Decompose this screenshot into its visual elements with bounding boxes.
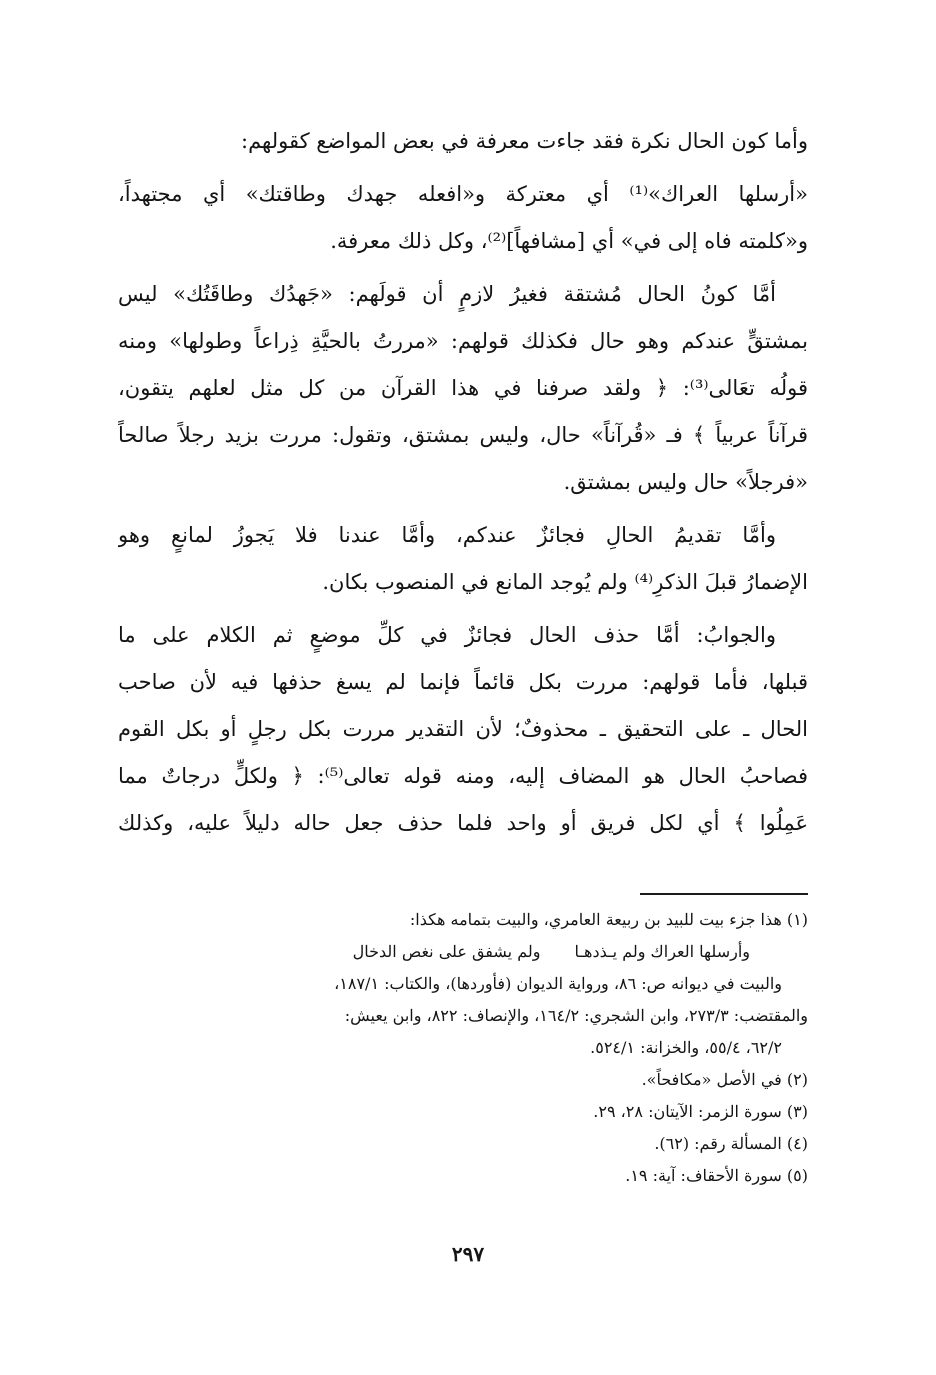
text-line: فصاحبُ الحال هو المضاف إليه، ومنه قوله تعالى⁽⁵⁾: ﴿ ولكلٍّ درجاتٌ مما bbox=[118, 764, 808, 788]
text-line: وأمَّا تقديمُ الحالِ فجائزٌ عندكم، وأمَّا عندنا فلا يَجوزُ لمانعٍ وهو bbox=[118, 523, 776, 547]
footnote-1-cont: والبيت في ديوانه ص: ٨٦، ورواية الديوان (فأوردها)، والكتاب: ١٨٧/١، bbox=[334, 974, 782, 993]
footnote-1-cont: والمقتضب: ٢٧٣/٣، وابن الشجري: ١٦٤/٢، والإنصاف: ٨٢٢، وابن يعيش: bbox=[344, 1006, 808, 1025]
footnote-separator bbox=[640, 893, 808, 895]
paragraph-2 bbox=[118, 171, 808, 265]
footnote-1-cont: ٦٢/٢، ٥٥/٤، والخزانة: ٥٢٤/١. bbox=[590, 1038, 782, 1057]
paragraph-1 bbox=[118, 118, 808, 165]
text-line: «أرسلها العراك»⁽¹⁾ أي معتركة و«افعله جهدك وطاقتك» أي مجتهداً، bbox=[118, 182, 808, 206]
text-line: بمشتقٍّ عندكم وهو حال فكذلك قولهم: «مررتُ بالحيَّةِ ذِراعاً وطولها» ومنه bbox=[118, 329, 808, 353]
main-text bbox=[118, 118, 808, 853]
text-line: أمَّا كونُ الحال مُشتقة فغيرُ لازمٍ أن قولَهم: «جَهدُك وطاقَتُك» ليس bbox=[118, 282, 776, 306]
footnotes bbox=[118, 904, 808, 1192]
text-line: عَمِلُوا ﴾ أي لكل فريق أو واحد فلما حذف جعل حاله دليلاً عليه، وكذلك bbox=[118, 811, 808, 835]
footnote-5: (٥) سورة الأحقاف: آية: ١٩. bbox=[625, 1166, 808, 1185]
text-line: وأما كون الحال نكرة فقد جاءت معرفة في بعض المواضع كقولهم: bbox=[241, 129, 808, 153]
text-line: الإضمارُ قبلَ الذكرِ⁽⁴⁾ ولم يُوجد المانع في المنصوب بكان. bbox=[322, 570, 808, 594]
paragraph-5 bbox=[118, 612, 808, 847]
page-number: ٢٩٧ bbox=[451, 1242, 485, 1266]
footnote-2: (٢) في الأصل «مكافحاً». bbox=[641, 1070, 808, 1089]
paragraph-4 bbox=[118, 512, 808, 606]
poetry-verse bbox=[118, 936, 808, 968]
text-line: قولُه تعَالى⁽³⁾: ﴿ ولقد صرفنا في هذا القرآن من كل مثل لعلهم يتقون، bbox=[118, 376, 808, 400]
footnote-3: (٣) سورة الزمر: الآيتان: ٢٨، ٢٩. bbox=[593, 1102, 808, 1121]
verse-second-half: ولم يشفق على نغص الدخال bbox=[352, 942, 541, 961]
text-line: والجوابُ: أمَّا حذف الحال فجائزٌ في كلِّ موضعٍ ثم الكلام على ما bbox=[118, 623, 776, 647]
text-line: الحال ـ على التحقيق ـ محذوفٌ؛ لأن التقدير مررت بكل رجلٍ أو بكل القوم bbox=[118, 717, 808, 741]
footnote-4: (٤) المسألة رقم: (٦٢). bbox=[654, 1134, 808, 1153]
text-line: «فرجلاً» حال وليس بمشتق. bbox=[563, 470, 808, 494]
verse-first-half: وأرسلها العراك ولم يـذدهـا bbox=[574, 942, 750, 961]
text-line: قرآناً عربياً ﴾ فـ «قُرآناً» حال، وليس بمشتق، وتقول: مررت بزيد رجلاً صالحاً bbox=[118, 423, 808, 447]
footnote-1: (١) هذا جزء بيت للبيد بن ربيعة العامري، والبيت بتمامه هكذا: bbox=[409, 910, 808, 929]
paragraph-3 bbox=[118, 271, 808, 506]
text-line: و«كلمته فاه إلى في» أي [مشافهاً]⁽²⁾، وكل ذلك معرفة. bbox=[330, 229, 808, 253]
text-line: قبلها، فأما قولهم: مررت بكل قائماً فإنما لم يسغ حذفها فيه لأن صاحب bbox=[118, 670, 808, 694]
